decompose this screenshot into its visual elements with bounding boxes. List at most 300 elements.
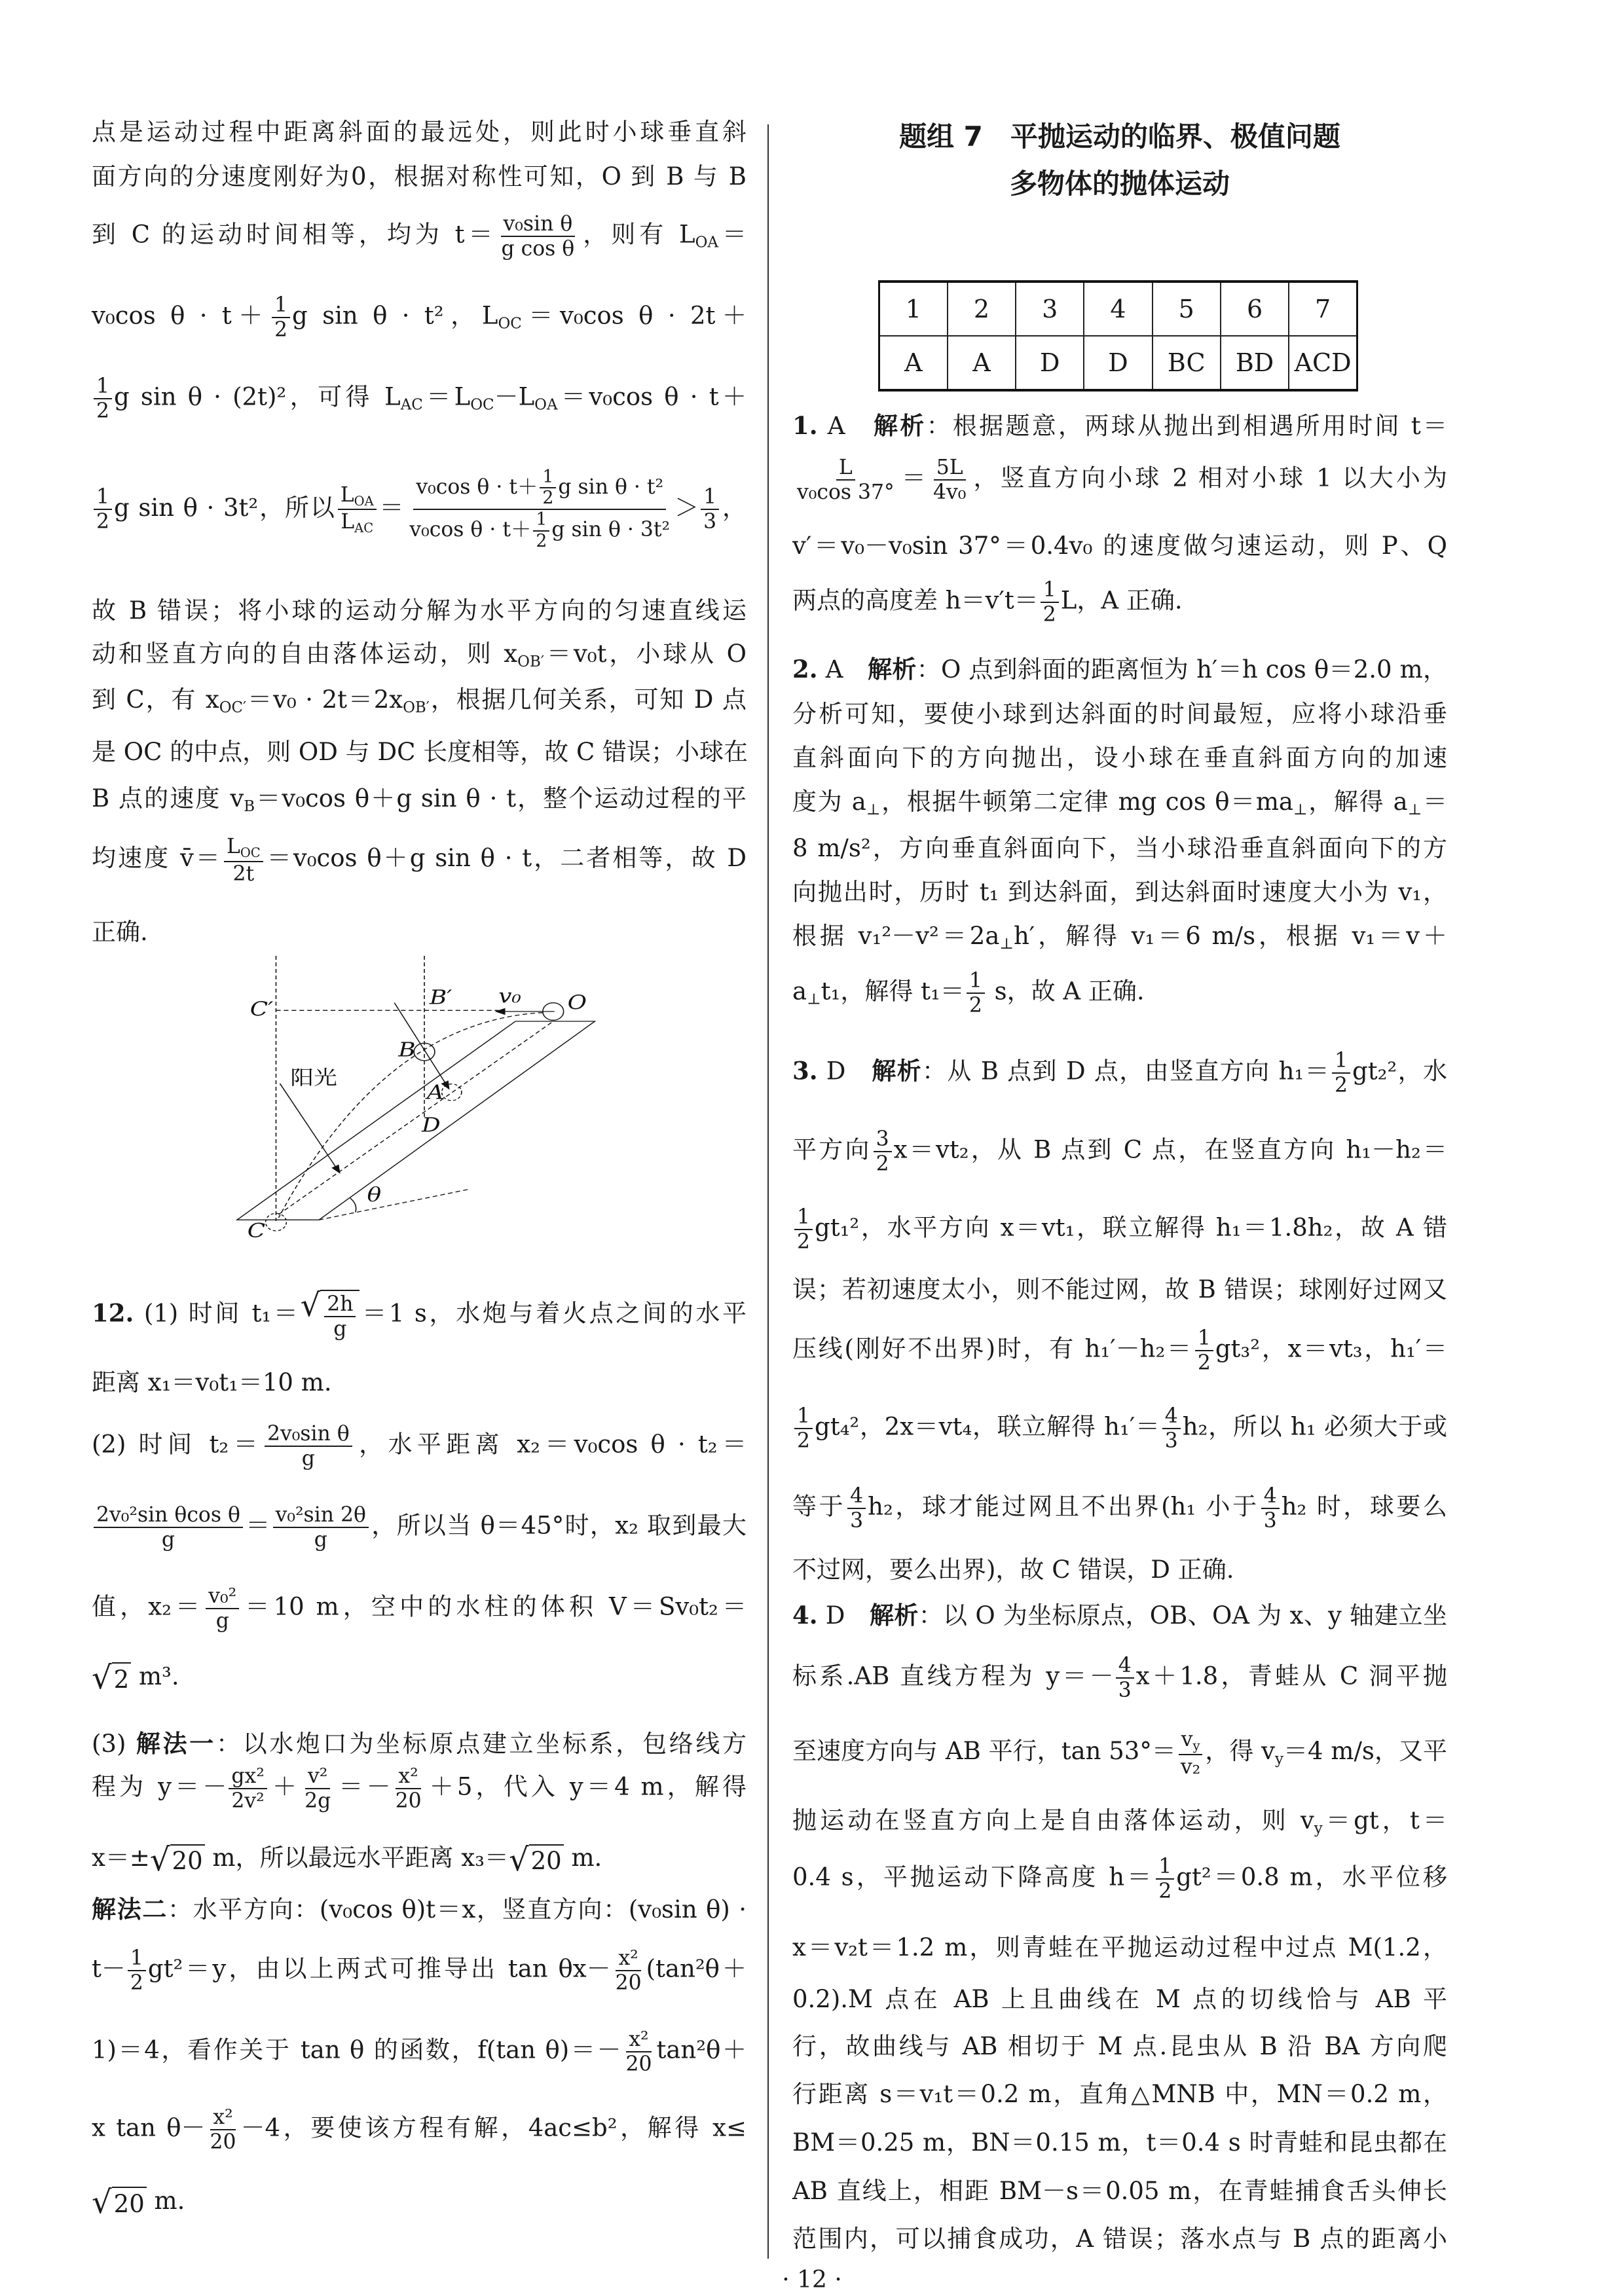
fraction-numerator — [501, 212, 576, 237]
text-run: D — [817, 1057, 872, 1085]
theta-dashed-line — [319, 1190, 469, 1220]
fraction-denominator — [302, 1789, 333, 1813]
text-line — [92, 835, 747, 886]
text-run: 范围内，可以捕食成功，A 错误；落水点与 B 点的距离小 — [792, 2225, 1447, 2253]
fraction — [701, 485, 719, 534]
subscript: OC — [470, 396, 494, 414]
text-line — [792, 736, 1447, 775]
answer-cell: D — [1016, 336, 1084, 390]
section-subtitle: 多物体的抛体运动 — [1009, 168, 1230, 200]
text-run: ：根据题意，两球从抛出到相遇所用时间 t＝ — [926, 412, 1448, 440]
fraction-denominator — [213, 1609, 232, 1633]
radicand — [320, 1290, 360, 1341]
fraction-denominator — [407, 510, 673, 551]
text-run: v′＝v₀－v₀sin 37°＝0.4v₀ 的速度做匀速运动，则 P、Q — [792, 532, 1447, 560]
text-line-content — [792, 406, 1447, 441]
text-run: －L — [494, 382, 535, 411]
text-line — [92, 110, 747, 149]
answer-table-numbers-row — [879, 282, 1357, 336]
label-c-prime: C′ — [249, 997, 274, 1021]
text-run: ：从 B 点到 D 点，由竖直方向 h₁＝ — [921, 1057, 1331, 1085]
radicand — [112, 1662, 132, 1694]
text-line-content — [792, 1404, 1447, 1453]
theta-arc — [350, 1198, 356, 1212]
text-line-content — [92, 1503, 747, 1552]
label-b: B — [398, 1038, 416, 1061]
text-run: 2h — [327, 1292, 354, 1316]
fraction — [794, 456, 897, 504]
text-line — [792, 2217, 1447, 2256]
text-run: v₀cos 37° — [797, 481, 895, 504]
label-d: D — [422, 1113, 441, 1137]
text-line-content — [92, 212, 747, 261]
text-run: 1 — [797, 1205, 811, 1229]
fraction-numerator — [701, 485, 719, 510]
text-run: ：O 点到斜面的距离恒为 h′＝h cos θ＝2.0 m， — [916, 655, 1448, 683]
fraction-denominator — [1116, 1679, 1134, 1702]
text-run: 4 — [1118, 1653, 1132, 1677]
text-run: 20 — [395, 1789, 422, 1813]
text-run: h′，解得 v₁＝6 m/s，根据 v₁＝v＋ — [1013, 922, 1447, 951]
text-run: gx² — [231, 1764, 265, 1788]
text-line-content — [792, 456, 1447, 504]
text-line-content — [792, 526, 1447, 561]
text-line — [792, 1594, 1447, 1633]
subscript: OA — [354, 493, 374, 509]
text-line — [92, 1946, 747, 1995]
text-run: 20 — [625, 2052, 652, 2076]
text-line — [792, 780, 1447, 820]
text-line — [92, 293, 747, 342]
text-line — [792, 524, 1447, 563]
text-line — [792, 1267, 1447, 1307]
text-run: g sin θ · 3t²，所以 — [114, 493, 336, 522]
fraction-denominator — [499, 237, 578, 261]
fraction-denominator — [1261, 1509, 1280, 1533]
text-line-content — [792, 2026, 1447, 2062]
text-run: ＞ — [674, 493, 699, 522]
text-run: 平方向 — [792, 1135, 872, 1164]
text-run: ，水平距离 x₂＝v₀cos θ · t₂＝ — [354, 1430, 747, 1459]
text-line-content — [792, 1595, 1447, 1631]
fraction-numerator — [324, 1292, 356, 1317]
text-run: ：以 O 为坐标原点，OB、OA 为 x、y 轴建立坐 — [918, 1601, 1447, 1630]
fraction — [324, 1292, 356, 1341]
text-run: v₀²sin 2θ — [275, 1503, 366, 1527]
fraction — [533, 510, 549, 551]
text-run: 20 — [615, 1971, 642, 1995]
text-run: D — [817, 1601, 870, 1630]
text-run: 到 C，有 x — [92, 685, 219, 714]
text-run: 8 m/s²，方向垂直斜面向下，当小球沿垂直斜面向下的方 — [792, 834, 1447, 862]
label-a: A — [426, 1080, 444, 1104]
radical-sign-icon: √ — [149, 1841, 170, 1878]
subscript: OA — [695, 234, 718, 251]
text-run: 面方向的分速度刚好为0，根据对称性可知，O 到 B 与 B — [92, 162, 747, 191]
text-line-content — [92, 293, 747, 342]
fraction — [94, 485, 112, 534]
fraction — [1041, 578, 1059, 627]
text-line-content — [792, 916, 1447, 953]
fraction-numerator — [847, 1484, 866, 1509]
subscript: ⊥ — [807, 991, 821, 1008]
label-sunlight: 阳光 — [290, 1066, 337, 1089]
text-run: x＝vt₂，从 B 点到 C 点，在竖直方向 h₁－h₂＝ — [893, 1135, 1447, 1164]
text-line — [92, 1658, 747, 1698]
fraction-numerator — [272, 293, 290, 318]
text-run: 均速度 v̄＝ — [92, 844, 222, 873]
text-run: 2 — [113, 1665, 130, 1694]
fraction — [967, 969, 985, 1017]
text-run: ＝v₀cos θ · t＋ — [557, 382, 747, 411]
fraction — [1162, 1404, 1181, 1453]
text-line — [792, 826, 1447, 866]
text-run: 2 — [542, 488, 554, 509]
fraction-numerator — [210, 2105, 235, 2130]
text-run: L — [341, 510, 355, 534]
text-run: (3) — [92, 1730, 136, 1758]
text-line — [92, 2183, 747, 2222]
square-root — [149, 1841, 205, 1878]
text-line — [792, 870, 1447, 909]
text-run: m. — [563, 1844, 602, 1872]
fraction-denominator — [331, 1317, 349, 1341]
fraction — [794, 1205, 813, 1254]
fraction — [1156, 1855, 1174, 1903]
fraction — [265, 1422, 352, 1470]
text-run: h₂ 时，球要么 — [1281, 1492, 1447, 1521]
text-line — [792, 1205, 1447, 1254]
text-run: (tan²θ＋ — [646, 1954, 747, 1983]
text-run: ＝L — [422, 382, 471, 411]
text-run: 不过网，要么出界)，故 C 错误，D 正确. — [792, 1556, 1234, 1584]
fraction-denominator — [208, 2130, 239, 2154]
text-run: 20 — [210, 2130, 236, 2154]
text-line — [792, 1127, 1447, 1176]
text-line — [92, 1360, 747, 1400]
text-run: 行距离 s＝v₁t＝0.2 m，直角△MNB 中，MN＝0.2 m， — [792, 2080, 1447, 2108]
text-run: h₂，所以 h₁ 必须大于或 — [1182, 1412, 1447, 1441]
subscript: y — [1192, 1738, 1200, 1754]
text-run: v₀cos θ · t＋ — [92, 301, 270, 330]
radicand — [112, 2187, 147, 2218]
bold-label: 4. — [792, 1601, 818, 1630]
fraction — [613, 1946, 644, 1995]
text-run: 是 OC 的中点，则 OD 与 DC 长度相等，故 C 错误；小球在 — [92, 738, 748, 766]
section-title: 题组 7 平抛运动的临界、极值问题 — [899, 120, 1340, 153]
text-line — [92, 1421, 747, 1470]
bold-label: 解析 — [868, 655, 917, 683]
fraction — [847, 1484, 866, 1533]
text-run: 根据 v₁²－v²＝2a — [792, 922, 1000, 951]
answer-table-answers-row — [879, 336, 1357, 390]
label-v0: v₀ — [498, 984, 521, 1008]
text-run: 1 — [130, 1946, 143, 1970]
text-run: 1 — [797, 1404, 811, 1428]
text-run: 点是运动过程中距离斜面的最远处，则此时小球垂直斜 — [92, 118, 747, 146]
fraction-denominator — [540, 488, 556, 509]
square-root — [92, 1660, 131, 1697]
subscript: ⊥ — [999, 935, 1014, 953]
fraction-denominator — [312, 1528, 330, 1552]
text-run: 1 — [969, 968, 982, 993]
fraction-denominator — [229, 1789, 267, 1813]
fraction — [128, 1946, 146, 1995]
text-line-content — [92, 374, 747, 423]
ball-c-shadow — [266, 1213, 287, 1231]
fraction — [794, 1404, 813, 1453]
sunlight-arrow — [280, 1084, 339, 1173]
text-run: x tan θ－ — [92, 2113, 206, 2142]
fraction-denominator — [94, 510, 112, 534]
fraction-denominator — [874, 1152, 892, 1176]
text-line-content — [792, 872, 1447, 907]
text-run: 2 — [96, 399, 110, 423]
text-line — [792, 2121, 1447, 2160]
subscript: ⊥ — [1407, 801, 1422, 818]
text-run: ＝－ — [335, 1772, 391, 1801]
text-run: v² — [308, 1764, 328, 1788]
subscript: y — [1275, 1751, 1283, 1768]
text-run: 4 — [850, 1484, 864, 1508]
text-line — [92, 2105, 747, 2154]
text-line — [792, 692, 1447, 731]
text-line-content — [92, 1946, 747, 1995]
text-line — [92, 1584, 747, 1633]
bold-label: 解法一 — [136, 1729, 216, 1758]
fraction-numerator — [396, 1764, 420, 1789]
fraction-denominator — [701, 510, 719, 534]
text-run: 距离 x₁＝v₀t₁＝10 m. — [92, 1368, 332, 1396]
text-run: 0.4 s，平抛运动下降高度 h＝ — [792, 1863, 1154, 1891]
text-run: ＝v₀cos θ＋g sin θ · t，二者相等，故 D — [265, 844, 747, 873]
answer-table — [878, 280, 1358, 392]
label-theta: θ — [367, 1182, 382, 1207]
text-run: 0.2).M 点在 AB 上且曲线在 M 点的切线恰与 AB 平 — [792, 1985, 1447, 2013]
text-run: ＝v₀ · 2t＝2x — [246, 685, 403, 714]
question-number: 4 — [1084, 282, 1152, 336]
square-root — [508, 1841, 564, 1878]
text-line — [792, 1326, 1447, 1375]
text-line-content — [792, 1654, 1447, 1702]
text-run: －4，要使该方程有解，4ac≤b²，解得 x≤ — [240, 2113, 747, 2142]
radical-sign-icon: √ — [508, 1841, 529, 1878]
text-line-content — [92, 1724, 747, 1759]
text-run: 3 — [1263, 1509, 1277, 1533]
fraction — [302, 1764, 333, 1813]
text-run: m，所以最远水平距离 x₃＝ — [204, 1844, 509, 1872]
text-run: gt₁²，水平方向 x＝vt₁，联立解得 h₁＝1.8h₂，故 A 错 — [815, 1213, 1447, 1242]
text-line-content — [792, 2171, 1447, 2206]
text-run: L — [838, 455, 853, 479]
text-run: 2 — [1335, 1074, 1348, 1097]
fraction-numerator — [1261, 1484, 1280, 1509]
fraction — [338, 483, 377, 536]
text-run: ：水平方向：(v₀cos θ)t＝x，竖直方向：(v₀sin θ) · — [167, 1895, 747, 1923]
text-run: 2 — [1158, 1880, 1172, 1903]
text-line-content — [92, 2105, 747, 2154]
question-number: 6 — [1221, 282, 1289, 336]
text-line-content — [792, 1728, 1447, 1778]
text-line-content — [792, 738, 1447, 773]
text-run: ＝ — [718, 220, 747, 249]
text-line — [92, 1503, 747, 1552]
text-run: x² — [213, 2105, 233, 2129]
text-run: BM＝0.25 m，BN＝0.15 m，t＝0.4 s 时青蛙和昆虫都在 — [792, 2128, 1447, 2157]
text-line — [92, 589, 747, 628]
text-line-content — [92, 2028, 747, 2076]
fraction — [393, 1764, 424, 1813]
text-line-content — [792, 1049, 1447, 1097]
text-line-content — [792, 694, 1447, 729]
text-run: 值，x₂＝ — [92, 1592, 204, 1621]
text-line — [792, 404, 1447, 443]
text-line — [792, 915, 1447, 954]
text-line — [792, 1484, 1447, 1533]
fraction-numerator — [94, 1503, 243, 1528]
text-run: 3 — [876, 1127, 889, 1151]
text-line-content — [92, 1764, 747, 1813]
text-run: v₀cos θ · t＋ — [416, 475, 538, 499]
text-line-content — [92, 912, 747, 947]
fraction-numerator — [265, 1422, 352, 1447]
text-line — [92, 632, 747, 672]
text-run: 1 — [703, 484, 717, 509]
bold-label: 解析 — [872, 1056, 922, 1085]
text-run: x＋1.8，青蛙从 C 洞平抛 — [1135, 1662, 1447, 1690]
text-run: 压线(刚好不出界)时，有 h₁′－h₂＝ — [792, 1334, 1193, 1363]
text-run: 1 — [1158, 1854, 1172, 1878]
subscript: OB′ — [517, 653, 545, 670]
fraction-denominator — [1156, 1880, 1174, 1903]
text-line-content — [792, 1326, 1447, 1375]
text-run: ＝4 m/s，又平 — [1283, 1737, 1447, 1766]
text-run: tan²θ＋ — [656, 2035, 747, 2064]
fraction-numerator — [128, 1946, 146, 1971]
text-run: (2) 时间 t₂＝ — [92, 1430, 263, 1459]
text-run: 2g — [304, 1789, 331, 1813]
subscript: ⊥ — [1293, 801, 1308, 818]
fraction — [1261, 1484, 1280, 1533]
text-run: 2 — [876, 1152, 889, 1176]
text-run: L — [340, 483, 354, 507]
text-run: 2 — [969, 994, 982, 1017]
fraction — [208, 2105, 239, 2154]
square-root — [300, 1286, 360, 1341]
text-run: gt²＝0.8 m，水平位移 — [1176, 1863, 1447, 1891]
text-line-content — [792, 782, 1447, 818]
fraction-denominator — [231, 862, 257, 886]
text-line — [92, 1722, 747, 1761]
subscript: OC — [240, 845, 261, 861]
bold-label: 3. — [792, 1056, 818, 1085]
text-line-content — [792, 969, 1447, 1017]
text-line-content — [792, 2123, 1447, 2158]
fraction-numerator — [794, 1404, 813, 1429]
fraction-denominator — [94, 399, 112, 423]
text-run: 等于 — [792, 1492, 846, 1521]
text-line-content — [92, 591, 747, 626]
radicand — [529, 1844, 564, 1876]
fraction-numerator — [94, 374, 112, 399]
fraction-denominator — [1041, 603, 1059, 627]
text-run: ＝v₀cos θ＋g sin θ · t，整个运动过程的平 — [255, 784, 747, 813]
text-line-content — [792, 2219, 1447, 2254]
radical-sign-icon: √ — [92, 1660, 112, 1697]
text-run: ：以水炮口为坐标原点建立坐标系，包络线方 — [215, 1730, 747, 1758]
fraction — [623, 2028, 654, 2076]
text-run: g sin θ · 3t² — [551, 518, 671, 542]
text-line-content — [792, 1484, 1447, 1533]
text-line — [92, 777, 747, 816]
text-run: B 点的速度 v — [92, 784, 244, 813]
text-line-content — [792, 649, 1447, 685]
text-run: ，根据牛顿第二定律 mg cos θ＝ma — [880, 788, 1293, 816]
text-line — [792, 1925, 1447, 1965]
text-line-content — [792, 1269, 1447, 1305]
subscript: OA — [534, 396, 558, 414]
text-run: (1) 时间 t₁＝ — [134, 1299, 301, 1328]
fraction-numerator — [1179, 1728, 1203, 1755]
incline-projectile-diagram — [223, 949, 629, 1250]
text-line — [92, 374, 747, 423]
text-run: a — [792, 977, 807, 1006]
text-line — [792, 1048, 1447, 1097]
text-run: 1 — [96, 484, 110, 509]
text-line-content — [792, 1127, 1447, 1176]
text-line-content — [92, 467, 747, 552]
fraction-denominator — [128, 1971, 146, 1995]
fraction — [224, 835, 263, 885]
text-run: 直斜面向下的方向抛出，设小球在垂直斜面方向的加速 — [792, 744, 1447, 772]
text-line — [92, 155, 747, 194]
text-run: ＝ — [898, 464, 929, 492]
text-run: ＝10 m，空中的水柱的体积 V＝Sv₀t₂＝ — [241, 1592, 747, 1621]
text-run: 3 — [850, 1509, 864, 1533]
answer-cell: BC — [1153, 336, 1221, 390]
text-line-content — [92, 1838, 747, 1876]
text-run: ，竖直方向小球 2 相对小球 1 以大小为 — [970, 464, 1447, 492]
text-run: g — [301, 1447, 315, 1470]
text-run: 3 — [703, 510, 717, 534]
radicand — [170, 1844, 205, 1876]
text-run: 动和竖直方向的自由落体运动，则 x — [92, 640, 518, 668]
text-run: g — [314, 1528, 327, 1552]
fraction-denominator — [159, 1528, 177, 1552]
fraction-numerator — [1162, 1404, 1181, 1429]
text-run: 至速度方向与 AB 平行，tan 53°＝ — [792, 1737, 1176, 1766]
text-run: 程为 y＝－ — [92, 1772, 227, 1801]
text-line-content — [792, 2074, 1447, 2109]
text-run: 向抛出时，历时 t₁ 到达斜面，到达斜面时速度大小为 v₁， — [792, 878, 1447, 906]
bold-label: 1. — [792, 411, 818, 440]
fraction-numerator — [616, 1946, 640, 1971]
text-run: 2 — [130, 1971, 143, 1995]
text-run: x² — [618, 1946, 638, 1970]
square-root — [92, 2184, 147, 2221]
answer-cell: ACD — [1289, 336, 1357, 390]
text-run: v₀sin θ — [503, 211, 573, 236]
label-o: O — [567, 991, 587, 1014]
text-line-content — [792, 1205, 1447, 1254]
text-run: ＝ — [378, 493, 405, 522]
subscript: y — [1314, 1819, 1323, 1837]
fraction — [874, 1127, 892, 1176]
text-line-content — [92, 2184, 747, 2221]
text-line-content — [792, 1979, 1447, 2014]
text-run: x＝v₂t＝1.2 m，则青蛙在平抛运动过程中过点 M(1.2， — [792, 1933, 1447, 1961]
fraction-numerator — [206, 1584, 239, 1609]
